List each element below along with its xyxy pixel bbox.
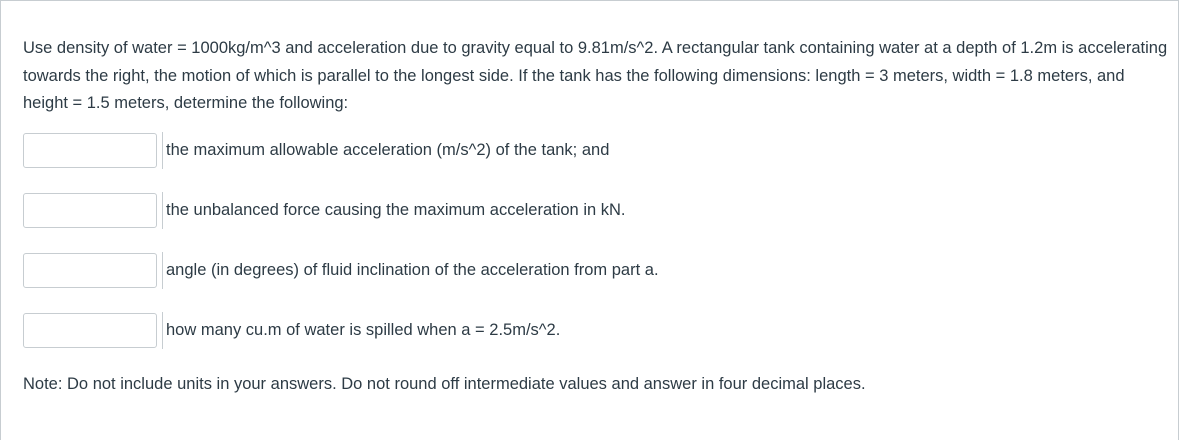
answer-input-a[interactable] bbox=[23, 133, 157, 168]
answer-input-b[interactable] bbox=[23, 193, 157, 228]
answer-row-c bbox=[23, 252, 659, 289]
answer-row-a bbox=[23, 132, 609, 169]
answer-label-b: the unbalanced force causing the maximum acceleration in kN. bbox=[162, 192, 626, 229]
answer-input-d[interactable] bbox=[23, 313, 157, 348]
note-text: Note: Do not include units in your answers. Do not round off intermediate values and answer in four decimal places. bbox=[23, 375, 866, 393]
answer-label-c: angle (in degrees) of fluid inclination of the acceleration from part a. bbox=[162, 252, 659, 289]
answer-input-c[interactable] bbox=[23, 253, 157, 288]
answer-row-d bbox=[23, 312, 560, 349]
question-text: Use density of water = 1000kg/m^3 and acceleration due to gravity equal to 9.81m/s^2. A rectangular tank containing water at a depth of 1.2m is accelerating towards the right, the motion of which is parallel to the longest side. If the tank has the following dimensions: length = 3 meters, width = 1.8 meters, and height = 1.5 meters, determine the following: bbox=[23, 39, 1168, 112]
answer-label-d: how many cu.m of water is spilled when a = 2.5m/s^2. bbox=[162, 312, 560, 349]
answer-row-b bbox=[23, 192, 626, 229]
answer-label-a: the maximum allowable acceleration (m/s^2) of the tank; and bbox=[162, 132, 609, 169]
